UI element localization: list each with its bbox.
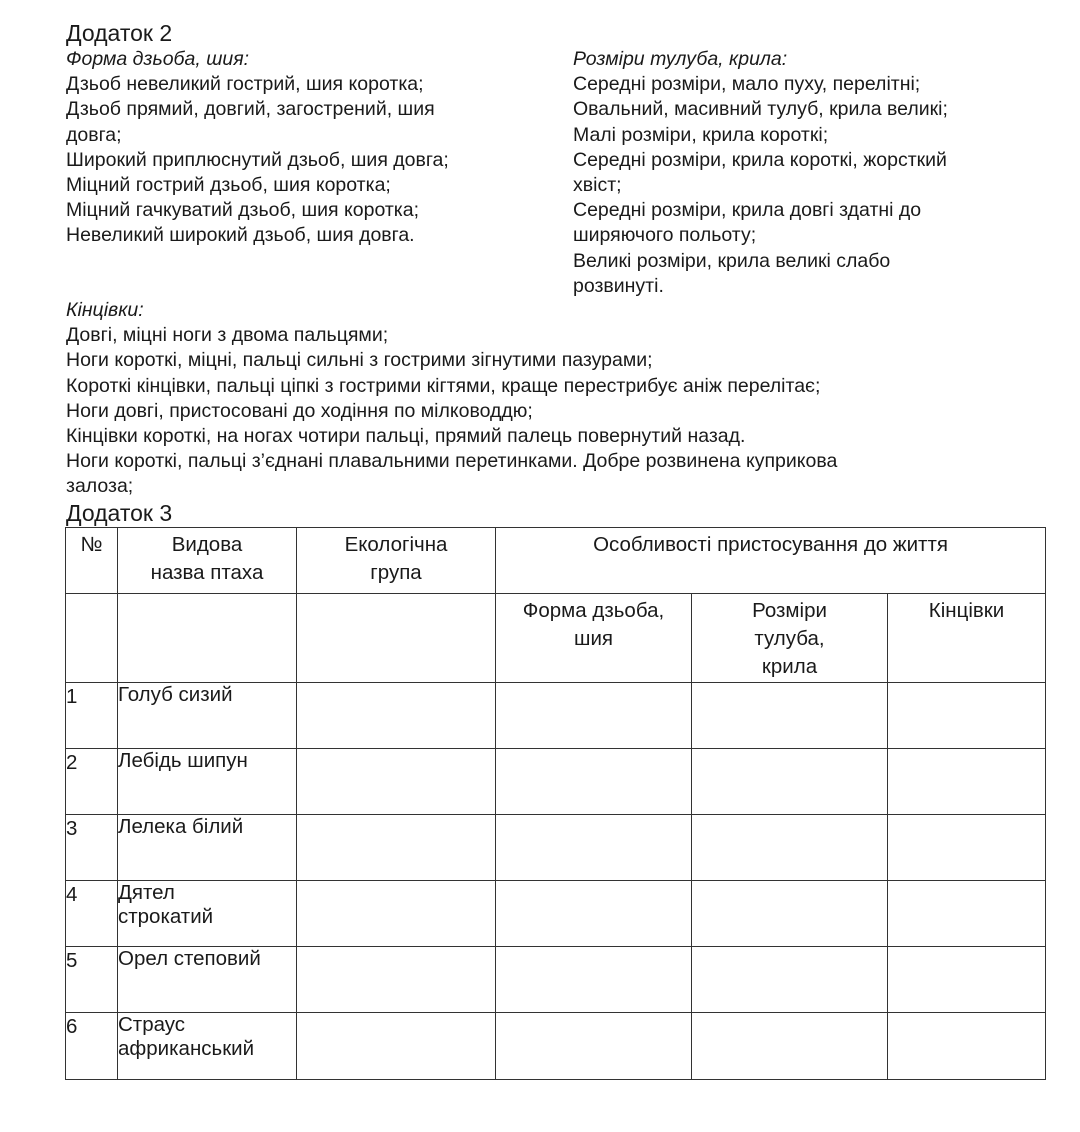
limbs-cell[interactable] (888, 683, 1046, 749)
header-beak-neck (496, 594, 692, 683)
ecological-group-cell[interactable] (297, 881, 496, 947)
beak-neck-cell[interactable] (496, 947, 692, 1013)
empty-cell (118, 594, 297, 683)
empty-cell (297, 594, 496, 683)
limbs-line: Довгі, міцні ноги з двома пальцями; (66, 324, 389, 347)
limbs-heading: Кінцівки: (66, 299, 144, 321)
empty-cell (66, 594, 118, 683)
body-wings-line: Середні розміри, крила довгі здатні до (573, 199, 922, 222)
bird-name-line: Лебідь шипун (118, 749, 248, 772)
body-wings-line: ширяючого польоту; (573, 224, 757, 247)
table-row (66, 749, 1046, 815)
limbs-line: залоза; (66, 475, 134, 498)
body-wings-line: розвинуті. (573, 274, 664, 297)
bird-name (118, 947, 297, 1013)
beak-neck-cell[interactable] (496, 1013, 692, 1080)
bird-name-line: Лелека білий (118, 815, 244, 838)
beak-neck-heading: Форма дзьоба, шия: (66, 48, 250, 70)
bird-name (118, 1013, 297, 1080)
bird-name-line: Орел степовий (118, 947, 261, 970)
table-header-row (66, 528, 1046, 594)
header-limbs: Кінцівки (888, 594, 1046, 683)
beak-neck-line: Невеликий широкий дзьоб, шия довга. (66, 224, 415, 247)
bird-adaptation-table (65, 527, 1046, 1080)
row-number: 6 (66, 1013, 118, 1080)
body-wings-cell[interactable] (692, 881, 888, 947)
header-species-line: назва птаха (150, 561, 264, 584)
body-wings-line: Середні розміри, мало пуху, перелітні; (573, 73, 921, 96)
ecological-group-cell[interactable] (297, 947, 496, 1013)
beak-neck-cell[interactable] (496, 815, 692, 881)
header-body-wings (692, 594, 888, 683)
header-beak-line: шия (574, 627, 613, 650)
table-row (66, 683, 1046, 749)
ecological-group-cell[interactable] (297, 749, 496, 815)
header-size-line: Розміри (752, 599, 827, 622)
bird-name-line: африканський (118, 1037, 255, 1060)
beak-neck-line: Міцний гачкуватий дзьоб, шия коротка; (66, 199, 420, 222)
limbs-cell[interactable] (888, 881, 1046, 947)
body-wings-cell[interactable] (692, 815, 888, 881)
body-wings-line: хвіст; (573, 174, 622, 197)
limbs-line: Ноги довгі, пристосовані до ходіння по мілководдю; (66, 399, 533, 422)
table-row (66, 881, 1046, 947)
beak-neck-cell[interactable] (496, 881, 692, 947)
body-wings-line: Малі розміри, крила короткі; (573, 123, 829, 146)
header-ecological-group (297, 528, 496, 594)
limbs-cell[interactable] (888, 947, 1046, 1013)
bird-name (118, 881, 297, 947)
body-wings-cell[interactable] (692, 749, 888, 815)
beak-neck-line: довга; (66, 123, 122, 146)
beak-neck-section (66, 47, 546, 249)
beak-neck-cell[interactable] (496, 683, 692, 749)
table-row (66, 1013, 1046, 1080)
limbs-cell[interactable] (888, 749, 1046, 815)
bird-name (118, 749, 297, 815)
limbs-line: Короткі кінцівки, пальці ціпкі з гострими кігтями, краще перестрибує аніж перелітає; (66, 374, 821, 397)
header-eco-line: Екологічна (344, 533, 448, 556)
header-eco-line: група (370, 561, 422, 584)
limbs-section (66, 298, 1006, 500)
appendix-3-title: Додаток 3 (66, 500, 173, 526)
header-beak-line: Форма дзьоба, (522, 599, 665, 622)
beak-neck-line: Міцний гострий дзьоб, шия коротка; (66, 174, 391, 197)
header-species-line: Видова (171, 533, 243, 556)
limbs-line: Ноги короткі, міцні, пальці сильні з гострими зігнутими пазурами; (66, 349, 653, 372)
body-wings-line: Овальний, масивний тулуб, крила великі; (573, 98, 948, 121)
body-wings-heading: Розміри тулуба, крила: (573, 48, 788, 70)
body-wings-cell[interactable] (692, 947, 888, 1013)
body-wings-line: Великі розміри, крила великі слабо (573, 249, 891, 272)
limbs-cell[interactable] (888, 1013, 1046, 1080)
header-size-line: тулуба, (754, 627, 825, 650)
body-wings-line: Середні розміри, крила короткі, жорсткий (573, 148, 947, 171)
limbs-cell[interactable] (888, 815, 1046, 881)
row-number: 3 (66, 815, 118, 881)
bird-name (118, 815, 297, 881)
body-wings-section (573, 47, 1043, 299)
row-number: 2 (66, 749, 118, 815)
row-number: 4 (66, 881, 118, 947)
appendix-2-title: Додаток 2 (66, 20, 173, 46)
table-subheader-row (66, 594, 1046, 683)
bird-name-line: Дятел (118, 881, 175, 904)
bird-name-line: Страус (118, 1013, 186, 1036)
bird-name-line: строкатий (118, 905, 214, 928)
beak-neck-line: Дзьоб прямий, довгий, загострений, шия (66, 98, 435, 121)
limbs-line: Кінцівки короткі, на ногах чотири пальці, прямий палець повернутий назад. (66, 425, 746, 448)
bird-name-line: Голуб сизий (118, 683, 233, 706)
beak-neck-line: Дзьоб невеликий гострий, шия коротка; (66, 73, 424, 96)
beak-neck-cell[interactable] (496, 749, 692, 815)
table-row (66, 947, 1046, 1013)
header-number: № (66, 528, 118, 594)
ecological-group-cell[interactable] (297, 815, 496, 881)
body-wings-cell[interactable] (692, 683, 888, 749)
body-wings-cell[interactable] (692, 1013, 888, 1080)
ecological-group-cell[interactable] (297, 1013, 496, 1080)
row-number: 1 (66, 683, 118, 749)
header-adaptation-features: Особливості пристосування до життя (496, 528, 1046, 594)
ecological-group-cell[interactable] (297, 683, 496, 749)
bird-name (118, 683, 297, 749)
beak-neck-line: Широкий приплюснутий дзьоб, шия довга; (66, 148, 449, 171)
row-number: 5 (66, 947, 118, 1013)
limbs-line: Ноги короткі, пальці з’єднані плавальними перетинками. Добре розвинена куприкова (66, 450, 838, 473)
header-size-line: крила (761, 655, 818, 678)
header-species (118, 528, 297, 594)
table-row (66, 815, 1046, 881)
